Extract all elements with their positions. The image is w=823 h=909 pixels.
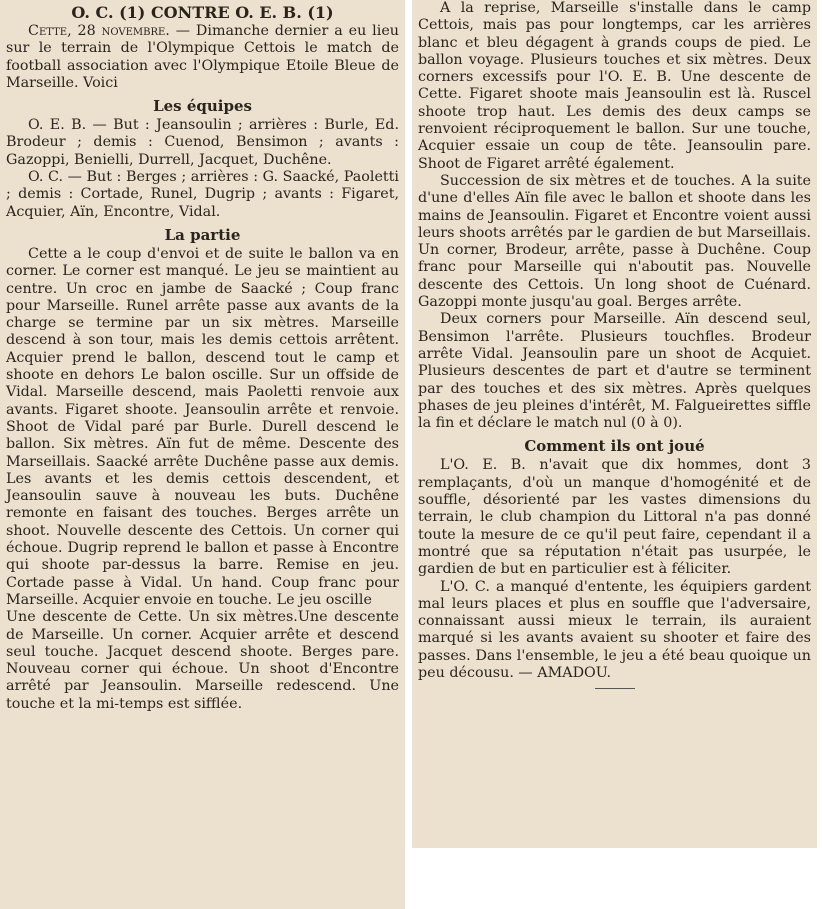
- match-paragraph-3: A la reprise, Marseille s'installe dans le camp Cettois, mais pas pour longtemps, car les arrières blanc et bleu dégagent à grands coups de pied. Le ballon voyage. Plusieurs touches et six mètres. Deux corners excessifs pour l'O. E. B. Une descente de Cette. Figaret shoote mais Jeansoulin est là. Ruscel shoote trop haut. Les demis des deux camps se renvoient réciproquement le ballon. Sur une touche, Acquier essaie un coup de tête. Jeansoulin pare. Shoot de Figaret arrêté également.: [418, 0, 811, 172]
- right-column: [412, 0, 817, 848]
- review-paragraph-2: L'O. C. a manqué d'entente, les équipiers gardent mal leurs places et plus en souffle que l'adversaire, connaissant aussi mieux le terrain, ils auraient marqué si les avants avaient su shooter et faire des passes. Dans l'ensemble, le jeu a été beau quoique un peu décousu. — AMADOU.: [418, 578, 811, 681]
- left-column: [0, 0, 405, 909]
- teams-oeb: O. E. B. — But : Jeansoulin ; arrières : Burle, Ed. Brodeur ; demis : Cuenod, Bensimon ; avants : Gazoppi, Benielli, Durrell, Jacquet, Duchêne.: [6, 117, 399, 168]
- match-paragraph-1: Cette a le coup d'envoi et de suite le ballon va en corner. Le corner est manqué. Le jeu se maintient au centre. Un croc en jambe de Saacké ; Coup franc pour Marseille. Runel arrête passe aux avants de la charge se termine par un six mètres. Marseille descend à son tour, mais les demis cettois arrêtent. Acquier prend le ballon, descend tout le camp et shoote en dehors Le balon oscille. Sur un offside de Vidal. Marseille descend, mais Paoletti renvoie aux avants. Figaret shoote. Jeansoulin arrête et renvoie. Shoot de Vidal paré par Burle. Durell descend le ballon. Six mètres. Aïn fut de même. Descente des Marseillais. Saacké arrête Duchêne passe aux demis. Les avants et les demis cettois descendent, et Jeansoulin sauve à nouveau les buts. Duchêne remonte en faisant des touches. Berges arrête un shoot. Nouvelle descente des Cettois. Un corner qui échoue. Dugrip reprend le ballon et passe à Encontre qui shoote par-dessus la barre. Remise en jeu. Cortade passe à Vidal. Un hand. Coup franc pour Marseille. Acquier envoie en touche. Le jeu oscille: [6, 245, 399, 608]
- article-title: O. C. (1) CONTRE O. E. B. (1): [71, 3, 334, 22]
- dateline: Cette, 28 novembre.: [28, 23, 170, 39]
- closing-rule: [595, 688, 635, 689]
- column-gutter: [405, 0, 412, 909]
- review-paragraph-1: L'O. E. B. n'avait que dix hommes, dont 3 remplaçants, d'où un manque d'homogénité et de souffle, désorienté par les vastes dimensions du terrain, le club champion du Littoral n'a pas donné toute la mesure de ce qu'il peut faire, cependant il a montré que sa réputation n'était pas usurpée, le gardien de but en particulier est à féliciter.: [418, 457, 811, 578]
- teams-oc: O. C. — But : Berges ; arrières : G. Saacké, Paoletti ; demis : Cortade, Runel, Dugrip ; avants : Figaret, Acquier, Aïn, Encontre, Vidal.: [6, 169, 399, 220]
- match-paragraph-5: Deux corners pour Marseille. Aïn descend seul, Bensimon l'arrête. Plusieurs touchfles. Brodeur arrête Vidal. Jeansoulin pare un shoot de Acquiet. Plusieurs descentes de part et d'autre se terminent par des touches et des six mètres. Après quelques phases de jeu pleines d'intérêt, M. Falgueirettes siffle la fin et déclare le match nul (0 à 0).: [418, 311, 811, 432]
- review-heading: Comment ils ont joué: [524, 437, 705, 456]
- lead-text: — Dimanche dernier a eu lieu sur le terrain de l'Olympique Cettois le match de football association avec l'Olympique Etoile Bleue de Marseille. Voici: [6, 23, 399, 91]
- match-paragraph-4: Succession de six mètres et de touches. A la suite d'une d'elles Aïn file avec le ballon et shoote dans les mains de Jeansoulin. Figaret et Encontre voient aussi leurs shoots arrêtés par le gardien de but Marseillais. Un corner, Brodeur, arrête, passe à Duchêne. Coup franc pour Marseille qui n'aboutit pas. Nouvelle descente des Cettois. Un long shoot de Cuénard. Gazoppi monte jusqu'au goal. Berges arrête.: [418, 172, 811, 311]
- lead-paragraph: [6, 23, 399, 92]
- match-paragraph-2: Une descente de Cette. Un six mètres.Une descente de Marseille. Un corner. Acquier arrête et descend seul touche. Jacquet descend shoote. Berges pare. Nouveau corner qui échoue. Un shoot d'Encontre arrêté par Jeansoulin. Marseille redescend. Une touche et la mi-temps est sifflée.: [6, 609, 399, 712]
- match-heading: La partie: [164, 225, 241, 244]
- teams-heading: Les équipes: [153, 97, 252, 116]
